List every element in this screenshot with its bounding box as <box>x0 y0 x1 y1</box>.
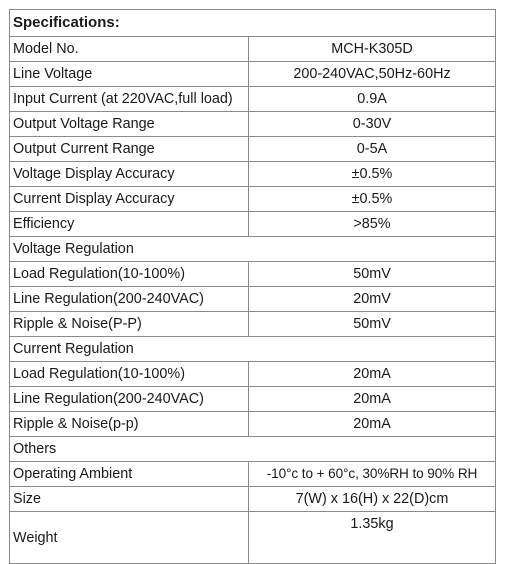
table-row <box>10 462 496 487</box>
table-title: Specifications: <box>10 10 496 37</box>
table-row <box>10 412 496 437</box>
spec-label-operating-ambient: Operating Ambient <box>10 462 249 487</box>
spec-label-current-line-regulation: Line Regulation(200-240VAC) <box>10 387 249 412</box>
section-heading-current-regulation: Current Regulation <box>10 337 496 362</box>
table-title-row <box>10 10 496 37</box>
spec-label-voltage-load-regulation: Load Regulation(10-100%) <box>10 262 249 287</box>
spec-label-input-current: Input Current (at 220VAC,full load) <box>10 87 249 112</box>
section-heading-others: Others <box>10 437 496 462</box>
table-row <box>10 137 496 162</box>
spec-value-weight: 1.35kg <box>249 512 496 564</box>
table-row <box>10 362 496 387</box>
section-row-current-regulation <box>10 337 496 362</box>
table-row <box>10 212 496 237</box>
table-row <box>10 87 496 112</box>
spec-value-current-line-regulation: 20mA <box>249 387 496 412</box>
spec-label-voltage-ripple-noise: Ripple & Noise(P-P) <box>10 312 249 337</box>
spec-label-current-load-regulation: Load Regulation(10-100%) <box>10 362 249 387</box>
table-row <box>10 37 496 62</box>
spec-value-model: MCH-K305D <box>249 37 496 62</box>
specifications-table <box>9 9 496 564</box>
spec-label-efficiency: Efficiency <box>10 212 249 237</box>
spec-label-current-ripple-noise: Ripple & Noise(p-p) <box>10 412 249 437</box>
spec-value-current-ripple-noise: 20mA <box>249 412 496 437</box>
spec-value-voltage-line-regulation: 20mV <box>249 287 496 312</box>
spec-value-efficiency: >85% <box>249 212 496 237</box>
table-row <box>10 312 496 337</box>
table-row <box>10 287 496 312</box>
spec-value-size: 7(W) x 16(H) x 22(D)cm <box>249 487 496 512</box>
spec-value-output-voltage: 0-30V <box>249 112 496 137</box>
spec-label-output-current: Output Current Range <box>10 137 249 162</box>
spec-label-voltage-line-regulation: Line Regulation(200-240VAC) <box>10 287 249 312</box>
specifications-document <box>9 9 495 564</box>
section-row-others <box>10 437 496 462</box>
spec-label-weight: Weight <box>10 512 249 564</box>
table-row <box>10 512 496 564</box>
spec-label-voltage-accuracy: Voltage Display Accuracy <box>10 162 249 187</box>
spec-value-line-voltage: 200-240VAC,50Hz-60Hz <box>249 62 496 87</box>
spec-value-voltage-ripple-noise: 50mV <box>249 312 496 337</box>
spec-value-input-current: 0.9A <box>249 87 496 112</box>
spec-value-output-current: 0-5A <box>249 137 496 162</box>
table-row <box>10 262 496 287</box>
spec-label-output-voltage: Output Voltage Range <box>10 112 249 137</box>
table-row <box>10 62 496 87</box>
section-row-voltage-regulation <box>10 237 496 262</box>
table-row <box>10 162 496 187</box>
spec-label-current-accuracy: Current Display Accuracy <box>10 187 249 212</box>
table-row <box>10 187 496 212</box>
table-row <box>10 112 496 137</box>
spec-value-voltage-accuracy: ±0.5% <box>249 162 496 187</box>
table-row <box>10 387 496 412</box>
spec-value-current-accuracy: ±0.5% <box>249 187 496 212</box>
table-row <box>10 487 496 512</box>
section-heading-voltage-regulation: Voltage Regulation <box>10 237 496 262</box>
spec-value-current-load-regulation: 20mA <box>249 362 496 387</box>
spec-value-voltage-load-regulation: 50mV <box>249 262 496 287</box>
spec-value-operating-ambient: -10°c to + 60°c, 30%RH to 90% RH <box>249 462 496 487</box>
spec-label-line-voltage: Line Voltage <box>10 62 249 87</box>
spec-label-model: Model No. <box>10 37 249 62</box>
spec-label-size: Size <box>10 487 249 512</box>
